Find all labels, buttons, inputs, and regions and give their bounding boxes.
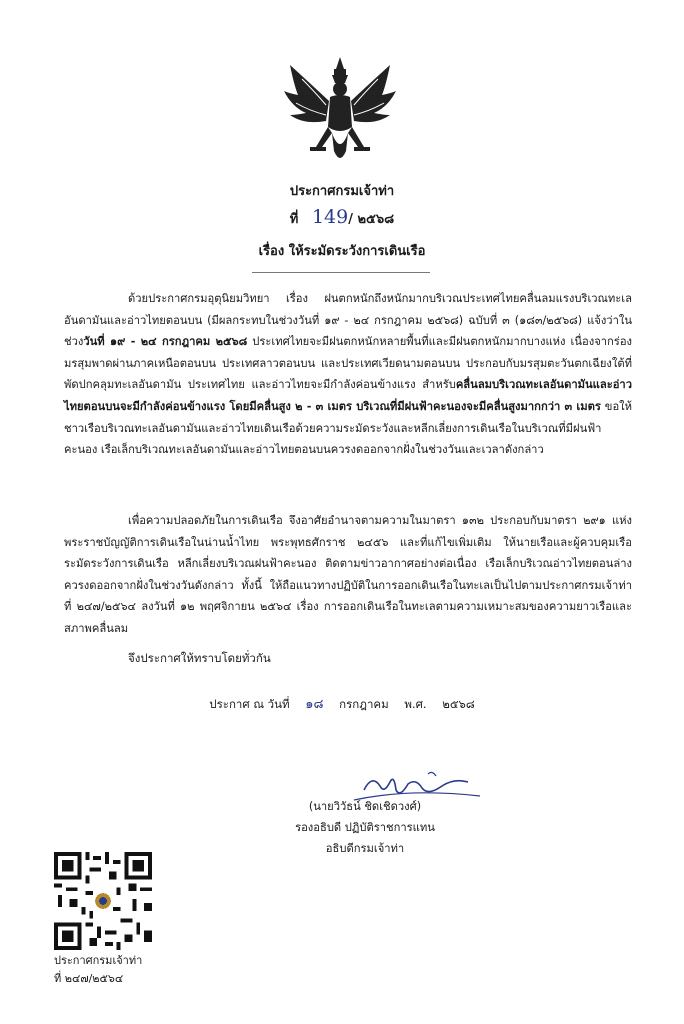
number-suffix: / ๒๕๖๘: [348, 212, 395, 227]
header-divider: [252, 272, 430, 273]
qr-code-icon[interactable]: [54, 852, 152, 950]
garuda-emblem-icon: [282, 55, 398, 167]
signer-position-1: รองอธิบดี ปฏิบัติราชการแทน: [295, 821, 435, 834]
signer-name: (นายวิวัธน์ ชิดเชิดวงศ์): [308, 800, 422, 813]
dateline-prefix: ประกาศ ณ วันที่: [209, 697, 290, 711]
dateline-era: พ.ศ.: [404, 697, 427, 711]
p1-wave-bold: คลื่นลมบริเวณทะเลอันดามันและอ่าวไทยตอนบนจะมีกำลังค่อนข้างแรง โดยมีคลื่นสูง ๒ - ๓ เมตร บริเวณที่มีฝนฟ้าคะนองจะมีคลื่นสูงมากกว่า ๓ เมตร: [64, 378, 632, 413]
body-paragraph-2: [64, 510, 632, 640]
qr-caption-line-1: ประกาศกรมเจ้าท่า: [54, 954, 143, 967]
signer-block: [290, 796, 440, 859]
dateline-year: ๒๕๖๘: [442, 697, 475, 711]
announce-line: จึงประกาศให้ทราบโดยทั่วกัน: [128, 651, 271, 665]
signer-position-2: อธิบดีกรมเจ้าท่า: [325, 842, 405, 855]
qr-caption-line-2: ที่ ๒๔๗/๒๕๖๔: [54, 972, 124, 985]
qr-caption: [54, 952, 168, 988]
announcement-number: [0, 206, 684, 229]
body-paragraph-1: [64, 288, 632, 461]
p2-text: เพื่อความปลอดภัยในการเดินเรือ จึงอาศัยอำนาจตามความในมาตรา ๑๓๒ ประกอบกับมาตรา ๒๙๑ แห่งพระราชบัญญัติการเดินเรือในน่านน้ำไทย พระพุทธศักราช ๒๔๕๖ และที่แก้ไขเพิ่มเติม ให้นายเรือและผู้ควบคุมเรือระมัดระวังการเดินเรือ หลีกเลี่ยงบริเวณฝนฟ้าคะนอง ติดตามข่าวอากาศอย่างต่อเนื่อง เรือเล็กบริเวณอ่าวไทยตอนล่างควรงดออกจากฝั่งในช่วงวันดังกล่าว ทั้งนี้ ให้ถือแนวทางปฏิบัติในการออกเดินเรือในทะเลเป็นไปตามประกาศกรมเจ้าท่า ที่ ๒๔๗/๒๕๖๔ ลงวันที่ ๑๒ พฤศจิกายน ๒๕๖๔ เรื่อง การออกเดินเรือในทะเลตามความเหมาะสมของความยาวเรือและสภาพคลื่นลม: [64, 514, 632, 635]
dateline: [0, 693, 684, 714]
number-prefix: ที่: [289, 212, 299, 227]
announcement-subject: เรื่อง ให้ระมัดระวังการเดินเรือ: [258, 244, 426, 259]
p1-text-c: ประเทศไทยจะมีฝนตกหนักหลายพื้นที่และมีฝนตกหนักมากบางแห่ง เนื่องจากร่องมรสุมพาดผ่านภาคเหนือตอนบน ประเทศลาวตอนบน และประเทศเวียดนามตอนบน ประกอบกับมรสุมตะวันตกเฉียงใต้ที่พัดปกคลุมทะเลอันดามัน ประเทศไทย และอ่าวไทยจะมีกำลังค่อนข้างแรง สำหรับ: [64, 335, 633, 392]
announcement-title: ประกาศกรมเจ้าท่า: [289, 184, 395, 199]
p1-text-e: ขอให้ชาวเรือบริเวณทะเลอันดามันและอ่าวไทยเดินเรือด้วยความระมัดระวังและหลีกเลี่ยงการเดินเรือในบริเวณที่มีฝนฟ้าคะนอง เรือเล็กบริเวณทะเลอันดามันและอ่าวไทยตอนบนควรงดออกจากฝั่งในช่วงวันและเวลาดังกล่าว: [64, 399, 632, 457]
handwritten-number: 149: [311, 206, 349, 228]
p1-date-bold: วันที่ ๑๙ - ๒๔ กรกฎาคม ๒๕๖๘: [83, 335, 248, 349]
dateline-month: กรกฎาคม: [339, 697, 389, 711]
p1-text-a: ด้วยประกาศกรมอุตุนิยมวิทยา เรื่อง ฝนตกหนักถึงหนักมากบริเวณประเทศไทยคลื่นลมแรงบริเวณทะเลอันดามันและอ่าวไทยตอนบน (มีผลกระทบในช่วงวันที่ ๑๙ - ๒๔ กรกฎาคม ๒๕๖๘) ฉบับที่ ๓ (๑๘๓/๒๕๖๘) แจ้งว่าในช่วง: [64, 292, 632, 349]
handwritten-day: ๑๘: [305, 697, 324, 712]
